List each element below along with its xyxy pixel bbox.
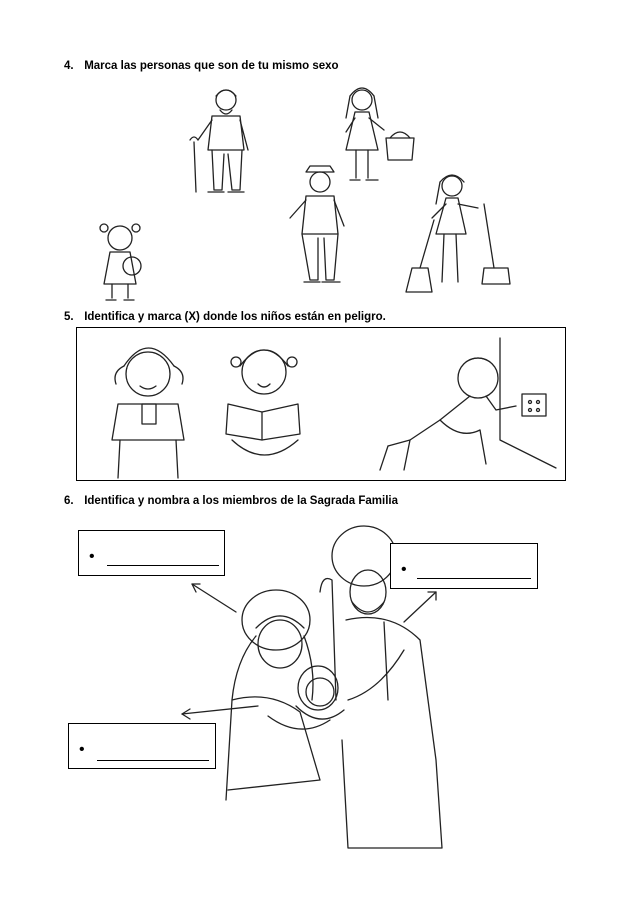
uniformed-man-illustration[interactable] bbox=[290, 166, 344, 282]
bullet: • bbox=[401, 561, 407, 578]
answer-line[interactable] bbox=[97, 760, 209, 761]
answer-box-top-right bbox=[390, 543, 538, 589]
arrow-to-top-right-box bbox=[404, 592, 436, 622]
answer-line[interactable] bbox=[107, 565, 219, 566]
answer-box-bottom-left bbox=[68, 723, 216, 769]
bullet: • bbox=[89, 548, 95, 565]
baby-near-socket-illustration[interactable] bbox=[380, 338, 556, 470]
staff bbox=[320, 579, 336, 701]
answer-box-top-left bbox=[78, 530, 225, 576]
small-girl-with-ball-illustration[interactable] bbox=[100, 224, 141, 300]
question-text: Identifica y marca (X) donde los niños están en peligro. bbox=[84, 311, 386, 323]
question-text: Identifica y nombra a los miembros de la Sagrada Familia bbox=[84, 495, 398, 507]
old-man-illustration[interactable] bbox=[190, 90, 248, 192]
bullet: • bbox=[79, 741, 85, 758]
answer-line[interactable] bbox=[417, 578, 531, 579]
girl-sweeping-illustration[interactable] bbox=[406, 175, 510, 292]
question-number: 4. bbox=[64, 60, 74, 72]
question-number: 5. bbox=[64, 311, 74, 323]
arrow-to-bottom-left-box bbox=[182, 706, 258, 719]
joseph-head bbox=[350, 570, 386, 614]
arrow-to-top-left-box bbox=[192, 584, 236, 612]
girl-with-object-illustration[interactable] bbox=[112, 348, 184, 478]
girl-with-bucket-illustration[interactable] bbox=[346, 88, 414, 180]
question-number: 6. bbox=[64, 495, 74, 507]
girl-reading-illustration[interactable] bbox=[226, 350, 300, 455]
joseph-halo bbox=[332, 526, 396, 586]
jesus-head bbox=[306, 678, 334, 706]
jesus-halo bbox=[298, 666, 338, 710]
question-text: Marca las personas que son de tu mismo sexo bbox=[84, 60, 339, 72]
